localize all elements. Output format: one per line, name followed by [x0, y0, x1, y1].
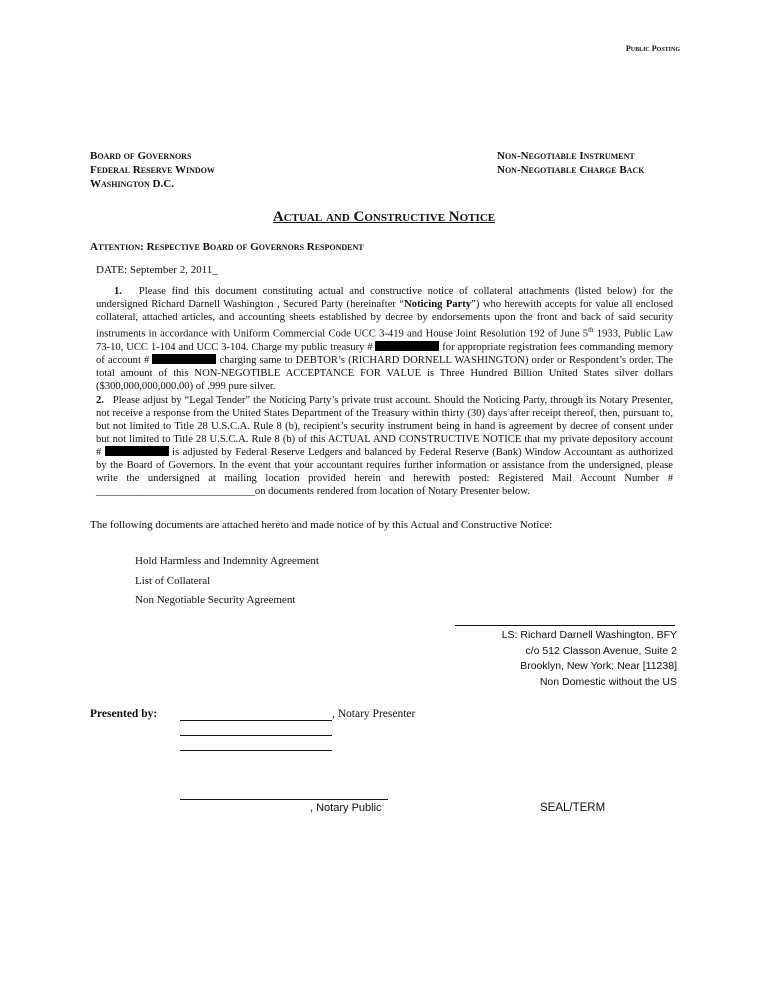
signature-address-1: c/o 512 Classon Avenue, Suite 2 [525, 644, 677, 657]
paragraph-1-number: 1. [114, 286, 122, 297]
redaction-bar [105, 446, 169, 456]
noticing-party-term: Noticing Party [404, 299, 472, 310]
paragraph-1-tail-1: 1933, Public Law 73-10, UCC 1-104 and UCC 3-104. Charge my public treasury # [96, 328, 673, 353]
paragraph-1 [96, 285, 673, 393]
attachment-item: List of Collateral [135, 574, 211, 587]
presenter-extra-line [180, 750, 332, 751]
redaction-bar [152, 354, 216, 364]
attachments-intro: The following documents are attached hereto and made notice of by this Actual and Constructive Notice: [90, 519, 553, 531]
date-line: DATE: September 2, 2011_ [96, 264, 218, 276]
signature-line [455, 625, 675, 626]
notary-presenter-line [180, 720, 332, 721]
notary-public-label: , Notary Public [310, 802, 382, 814]
attachments-list [135, 552, 319, 611]
paragraph-2-number: 2. [96, 395, 104, 406]
redaction-bar [375, 341, 439, 351]
page-header: Public Posting [625, 44, 680, 53]
presented-by-label: Presented by: [90, 708, 158, 720]
attachment-item: Non Negotiable Security Agreement [135, 594, 296, 606]
attachment-item: Hold Harmless and Indemnity Agreement [135, 555, 319, 567]
addressee-block [90, 149, 215, 191]
instrument-block [497, 149, 644, 177]
seal-label: SEAL/TERM [540, 802, 606, 814]
attention-line: Attention: Respective Board of Governors Respondent [90, 241, 364, 253]
instrument-line-2: Non-Negotiable Charge Back [497, 164, 645, 176]
signature-block [502, 628, 677, 690]
ordinal-suffix: th [588, 326, 594, 334]
signature-name: LS: Richard Darnell Washington, BFY [501, 629, 677, 641]
paragraph-1-tail-3: charging same to DEBTOR’s (RICHARD DORNELL WASHINGTON) order or Respondent’s order. The total amount of this NON-NEGOTIBLE ACCEPTANCE FOR VALUE is Three Hundred Billion United States silver dollars ($300,000,000,000.00) of .999 pure silver. [96, 354, 673, 392]
paragraph-1-mid: ”) who herewith accepts for value all enclosed collateral, attached articles, and accounting sheets established by decree by endorsements upon the front and back of said security instruments in accordance with Uniform Commercial Code UCC 3-419 and House Joint Resolution 192 of June 5 [96, 299, 673, 340]
paragraph-2-text-3: on documents rendered from location of Notary Presenter below. [254, 486, 530, 497]
signature-address-3: Non Domestic without the US [539, 675, 677, 688]
paragraph-2 [96, 394, 673, 498]
paragraph-2-text-2: is adjusted by Federal Reserve Ledgers and balanced by Federal Reserve (Bank) Window Accountant as authorized by the Board of Governors. In the event that your accountant requires further information or assistance from the undersigned, please write the undersigned at mailing location provided herein and herewith posted: Registered Mail Account Number # [96, 447, 673, 484]
notary-public-line [180, 799, 388, 800]
signature-address-2: Brooklyn, New York; Near [11238] [520, 660, 677, 672]
addressee-line-3: Washington D.C. [90, 178, 174, 190]
addressee-line-1: Board of Governors [90, 150, 192, 162]
presenter-extra-line [180, 735, 332, 736]
instrument-line-1: Non-Negotiable Instrument [497, 150, 635, 162]
document-title: Actual and Constructive Notice [272, 209, 496, 225]
paragraph-1-intro: Please find this document constituting actual and constructive notice of collateral attachments (listed below) for the undersigned Richard Darnell Washington , Secured Party (hereinafter “ [96, 286, 673, 310]
paragraph-2-text-1: Please adjust by “Legal Tender” the Noticing Party’s private trust account. Should the Noticing Party, through its Notary Presenter, not receive a response from the United States Department of the Treasury within thirty (30) days after receipt thereof, then, pursuant to, but not limited to Title 28 U.S.C.A. Rule 8 (b), recipient’s security instrument being in hand is agreement by decree of consent under but not limited to Title 28 U.S.C.A. Rule 8 (b) of this ACTUAL AND CONSTRUCTIVE NOTICE that my private depository account # [96, 395, 673, 458]
addressee-line-2: Federal Reserve Window [90, 164, 215, 176]
registered-mail-blank: ______________________________ [96, 486, 255, 497]
notary-presenter-label: , Notary Presenter [332, 708, 416, 720]
paragraph-1-tail-2: for appropriate registration fees commanding memory of account # [96, 341, 673, 366]
